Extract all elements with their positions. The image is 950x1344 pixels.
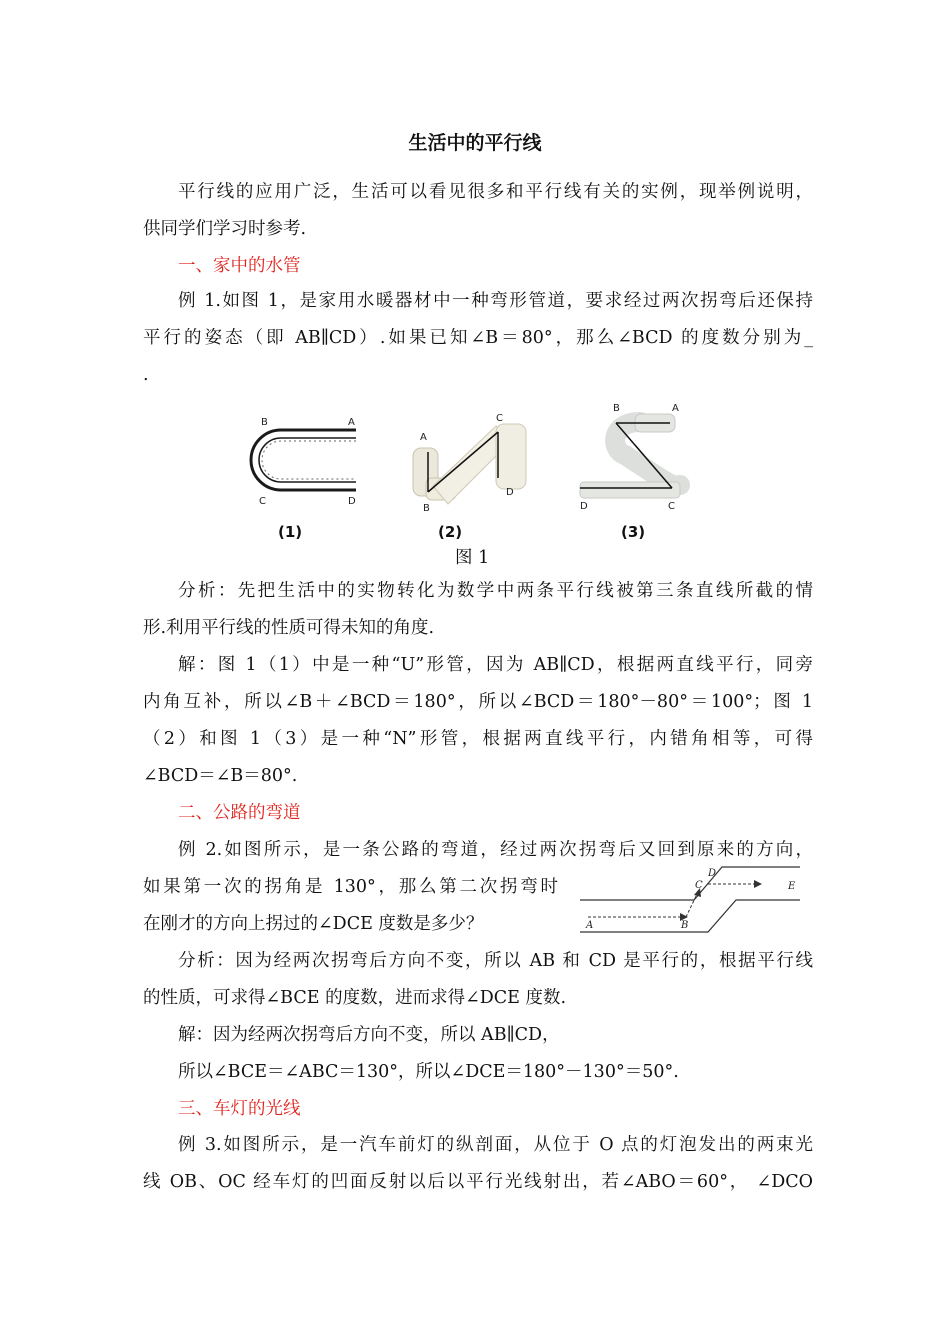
analysis2-line-2: 的性质，可求得∠BCE 的度数，进而求得∠DCE 度数. — [143, 988, 567, 1008]
figure1-sublabel-2: (2) — [438, 523, 463, 541]
solution1-line-4: ∠BCD＝∠B＝80°. — [143, 766, 298, 786]
example3-line-2: 线 OB、OC 经车灯的凹面反射以后以平行光线射出，若∠ABO＝60°， ∠DCO — [143, 1172, 813, 1192]
fig3-label-a: A — [672, 403, 679, 414]
section-heading-water-pipe: 一、家中的水管 — [178, 256, 301, 276]
road-label-e: E — [788, 881, 796, 892]
example1-line-1: 例 1.如图 1，是家用水暖器材中一种弯形管道，要求经过两次拐弯后还保持 — [178, 291, 813, 311]
road-label-b: B — [681, 920, 689, 931]
page-title: 生活中的平行线 — [408, 132, 542, 154]
example2-line-2: 如果第一次的拐角是 130°，那么第二次拐弯时 — [143, 877, 558, 897]
analysis1-line-2: 形.利用平行线的性质可得未知的角度. — [143, 618, 435, 638]
intro-line-1: 平行线的应用广泛，生活可以看见很多和平行线有关的实例，现举例说明， — [178, 182, 813, 202]
solution1-line-3: （2）和图 1（3）是一种“N”形管，根据两直线平行，内错角相等，可得 — [143, 729, 813, 749]
fig1-label-a: A — [348, 417, 355, 428]
figure1-sublabel-3: (3) — [621, 523, 646, 541]
figure1-n-pipe — [408, 408, 538, 518]
fig2-label-b: B — [423, 503, 430, 514]
fig3-label-c: C — [668, 501, 675, 512]
figure1-u-pipe — [243, 410, 363, 510]
analysis2-line-1: 分析：因为经两次拐弯后方向不变，所以 AB 和 CD 是平行的，根据平行线 — [178, 951, 813, 971]
road-curve-figure — [578, 862, 803, 937]
fig3-label-d: D — [580, 501, 588, 512]
fig2-label-a: A — [420, 432, 427, 443]
section-heading-road-curve: 二、公路的弯道 — [178, 803, 301, 823]
figure1-sublabel-1: (1) — [278, 523, 303, 541]
example2-line-1: 例 2.如图所示，是一条公路的弯道，经过两次拐弯后又回到原来的方向， — [178, 840, 813, 860]
solution2-line-1: 解：因为经两次拐弯后方向不变，所以 AB∥CD， — [178, 1025, 560, 1045]
example2-line-3: 在刚才的方向上拐过的∠DCE 度数是多少？ — [143, 914, 484, 934]
fig1-label-d: D — [348, 496, 356, 507]
example3-line-1: 例 3.如图所示，是一汽车前灯的纵剖面，从位于 O 点的灯泡发出的两束光 — [178, 1135, 813, 1155]
fig2-label-d: D — [506, 487, 514, 498]
figure1-s-pipe — [580, 400, 700, 515]
road-label-c: C — [695, 880, 703, 891]
intro-line-2: 供同学们学习时参考. — [143, 219, 307, 239]
figure1-caption: 图 1 — [455, 548, 490, 568]
analysis1-line-1: 分析：先把生活中的实物转化为数学中两条平行线被第三条直线所截的情 — [178, 581, 813, 601]
solution2-line-2: 所以∠BCE＝∠ABC＝130°，所以∠DCE＝180°－130°＝50°. — [178, 1062, 679, 1082]
fig1-label-b: B — [261, 417, 268, 428]
example1-line-3: . — [143, 365, 149, 385]
section-heading-car-light: 三、车灯的光线 — [178, 1099, 301, 1119]
fig2-label-c: C — [496, 413, 503, 424]
example1-line-2: 平行的姿态（即 AB∥CD）.如果已知∠B＝80°，那么∠BCD 的度数分别为_ — [143, 328, 813, 348]
fig1-label-c: C — [259, 496, 266, 507]
solution1-line-2: 内角互补，所以∠B＋∠BCD＝180°，所以∠BCD＝180°－80°＝100°；图 1 — [143, 692, 813, 712]
road-label-d: D — [708, 868, 717, 879]
solution1-line-1: 解：图 1（1）中是一种“U”形管，因为 AB∥CD，根据两直线平行，同旁 — [178, 655, 813, 675]
fig3-label-b: B — [613, 403, 620, 414]
road-label-a: A — [586, 920, 594, 931]
